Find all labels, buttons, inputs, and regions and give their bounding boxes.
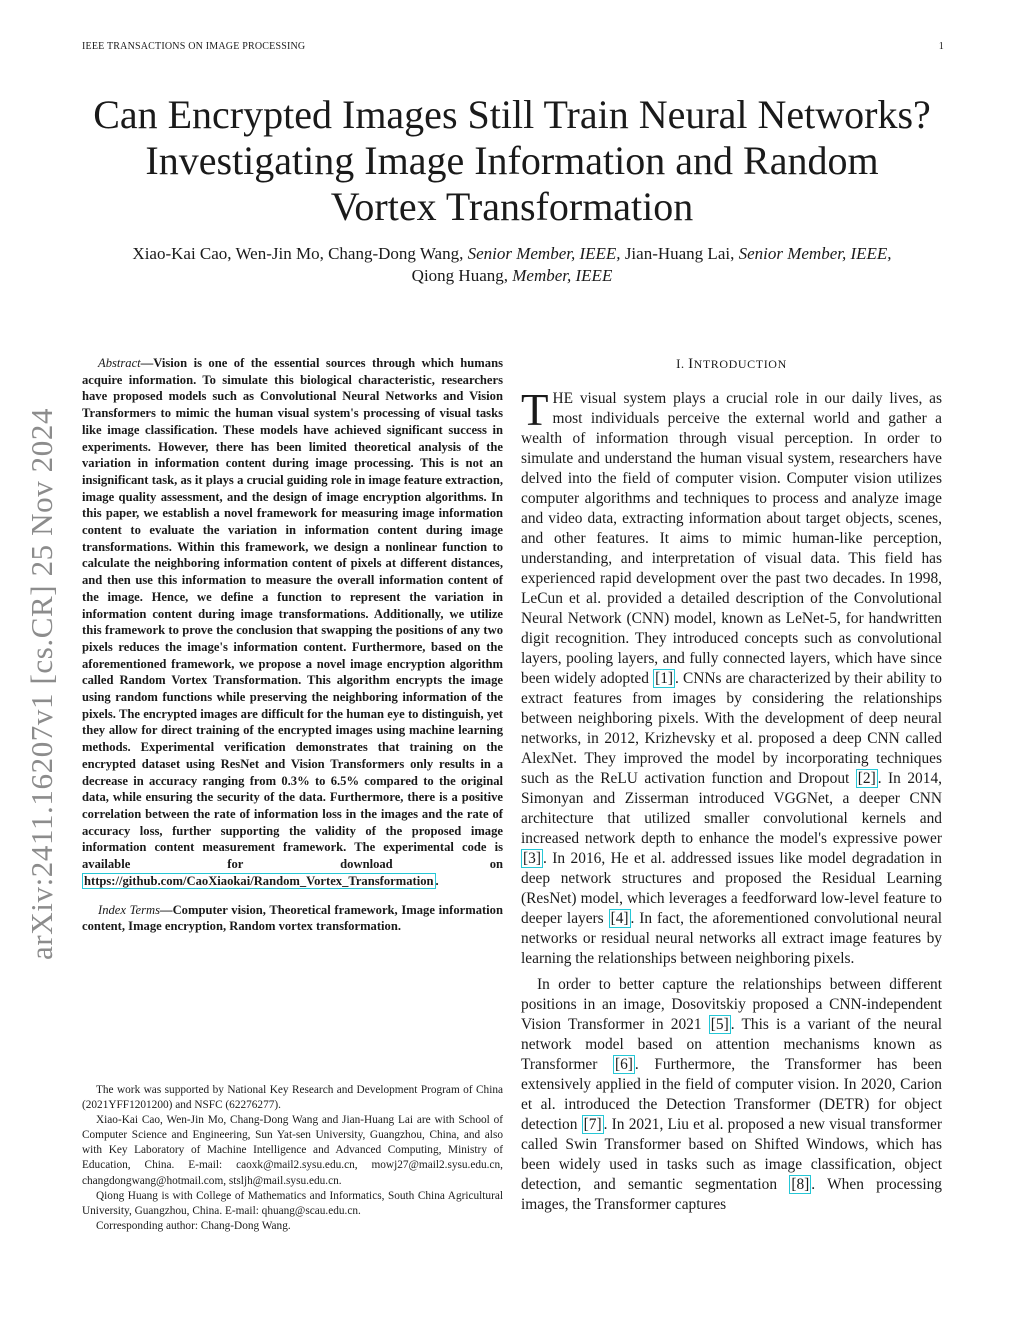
authors-text: Xiao-Kai Cao, Wen-Jin Mo, Chang-Dong Wang,	[132, 244, 468, 263]
title-line-2: Investigating Image Information and Random	[145, 138, 879, 183]
section-title-rest: NTRODUCTION	[693, 357, 787, 371]
footnote-affiliation-2: Qiong Huang is with College of Mathematics and Informatics, South China Agricultural University, Guangzhou, China. E-mail: qhuang@scau.edu.cn.	[82, 1189, 503, 1217]
index-terms-label	[98, 903, 173, 917]
section-numeral: I.	[676, 356, 689, 371]
author-membership: Senior Member, IEEE,	[467, 244, 621, 263]
footnote-funding: The work was supported by National Key Research and Development Program of China (2021YFF1201200) and NSFC (62276277).	[82, 1084, 503, 1112]
citation-link[interactable]: [4]	[610, 910, 629, 927]
citation-link[interactable]: [7]	[583, 1116, 602, 1133]
abstract-end: .	[435, 873, 439, 888]
left-column	[82, 355, 503, 935]
abstract	[82, 355, 503, 890]
running-head	[82, 41, 944, 57]
paragraph-text: HE visual system plays a crucial role in our daily lives, as most individuals perceive the external world and gather a wealth of information through visual perception. In order to simulate and understand the human visual system, researchers have delved into the field of computer vision. Computer vision utilizes computer algorithms and techniques to process and analyze image and video data, extracting information about target objects, scenes, and other features. It aims to mimic human-like perception, understanding, and interpretation of visual data. This field has experienced rapid development over the past two decades. In 1998, LeCun et al. provided a detailed description of the Convolutional Neural Network (CNN) model, known as LeNet-5, for handwritten digit recognition. They introduced concepts such as convolutional layers, pooling layers, and fully connected layers, which have since been widely adopted	[521, 390, 942, 687]
paragraph-text: . This is a variant of the neural network model based on attention mechanisms known as Transformer	[521, 1016, 942, 1073]
citation-link[interactable]: [6]	[614, 1056, 633, 1073]
paragraph-text: . When processing images, the Transformer captures	[521, 1176, 942, 1213]
intro-paragraph-1	[521, 385, 943, 969]
arxiv-identifier: arXiv:2411.16207v1 [cs.CR] 25 Nov 2024	[24, 407, 59, 960]
abstract-dash: —	[140, 356, 154, 370]
author-line-1	[62, 243, 962, 265]
index-terms-label-text: Index Terms	[98, 902, 160, 917]
citation-link[interactable]: [3]	[523, 850, 541, 867]
index-terms	[82, 902, 503, 935]
author-membership: Senior Member, IEEE,	[738, 244, 892, 263]
paragraph-text: In order to better capture the relationships between different positions in an image, Dosovitskiy proposed a CNN-independent Vision Transformer in 2021	[521, 976, 942, 1033]
title-line-1: Can Encrypted Images Still Train Neural Networks?	[93, 92, 931, 137]
index-terms-body: Computer vision, Theoretical framework, Image information content, Image encryption, Random vortex transformation.	[82, 902, 503, 934]
right-column	[521, 355, 942, 1215]
footnote-affiliation-1: Xiao-Kai Cao, Wen-Jin Mo, Chang-Dong Wang and Jian-Huang Lai are with School of Computer Science and Engineering, Sun Yat-sen University, Guangzhou, China, and also with Key Laboratory of Machine Intelligence and Advanced Computing, Ministry of Education, China. E-mail: caoxk@mail2.sysu.edu.cn, mowj27@mail2.sysu.edu.cn, changdongwang@hotmail.com, stsljh@mail.sysu.edu.cn.	[82, 1114, 503, 1187]
paragraph-text: . In 2021, Liu et al. proposed a new visual transformer called Swin Transformer based on Shifted Windows, which has been widely used in tasks such as image classification, object detection, and semantic segmentation	[521, 1116, 942, 1193]
author-list	[62, 243, 962, 287]
paper-title	[62, 92, 962, 230]
paragraph-text: . Furthermore, the Transformer has been extensively applied in the field of computer vision. In 2020, Carion et al. introduced the Detection Transformer (DETR) for object detection	[521, 1056, 942, 1133]
title-line-3: Vortex Transformation	[330, 184, 694, 229]
code-link[interactable]: https://github.com/CaoXiaokai/Random_Vortex_Transformation	[84, 873, 434, 888]
citation-link[interactable]: [5]	[710, 1016, 729, 1033]
paragraph-text: . In 2016, He et al. addressed issues like model degradation in deep network structures and proposed the Residual Learning (ResNet) model, which leverages a feedforward low-level feature to deeper layers	[521, 850, 942, 927]
intro-paragraph-2	[521, 975, 942, 1215]
paragraph-text: . In 2014, Simonyan and Zisserman introduced VGGNet, a deeper CNN architecture that utilized smaller convolutional kernels and increased network depth to enhance the model's expressive power	[521, 770, 942, 847]
journal-name: IEEE TRANSACTIONS ON IMAGE PROCESSING	[82, 41, 306, 52]
author-line-2	[62, 265, 962, 287]
section-title-initial: I	[688, 356, 694, 372]
section-heading-introduction	[521, 355, 942, 389]
paragraph-text: . In fact, the aforementioned convolutional neural networks or residual neural networks all extract image features by learning the relationships between neighboring pixels.	[521, 910, 943, 967]
footnotes	[82, 1083, 503, 1234]
authors-text: Jian-Huang Lai,	[620, 244, 739, 263]
abstract-body: Vision is one of the essential sources through which humans acquire information. To simulate this biological characteristic, researchers have proposed models such as Convolutional Neural Networks and Vision Transformers to mimic the human visual system's processing of visual tasks like image classification. These models have achieved significant success in experiments. However, there has been limited theoretical analysis of the variation in information content during image processing. This is not an insignificant task, as it plays a crucial guiding role in image feature extraction, image quality assessment, and the design of image encryption algorithms. In this paper, we establish a novel framework for measuring image information content to evaluate the variation in information content during image transformations. Within this framework, we design a nonlinear function to calculate the neighboring information content of pixels at different distances, and then use this information to measure the overall information content of the image. Hence, we define a function to represent the variation in information content during image transformations. Additionally, we utilize this framework to prove the conclusion that swapping the positions of any two pixels reduces the image's information content. Furthermore, based on the aforementioned framework, we propose a novel image encryption algorithm called Random Vortex Transformation. This algorithm encrypts the image using random functions while preserving the neighboring information of the pixels. The encrypted images are difficult for the human eye to distinguish, yet they allow for direct training of the encrypted images using machine learning methods. Experimental verification demonstrates that training on the encrypted dataset using ResNet and Vision Transformers only results in a decrease in accuracy ranging from 0.3% to 6.5% compared to the original data, while ensuring the security of the data. Furthermore, there is a positive correlation between the rate of information loss in the images and the rate of accuracy loss, further supporting the validity of the proposed image information content measurement framework. The experimental code is available for download on	[82, 356, 503, 872]
citation-link[interactable]: [8]	[791, 1176, 810, 1193]
author-membership: Member, IEEE	[512, 266, 613, 285]
citation-link[interactable]: [1]	[655, 670, 674, 687]
page-number: 1	[938, 41, 944, 52]
abstract-label	[98, 356, 153, 370]
drop-cap: T	[521, 385, 549, 435]
paragraph-text: . CNNs are characterized by their ability to extract features from images by considering the relationships between neighboring pixels. With the development of deep neural networks, in 2012, Krizhevsky et al. proposed a deep CNN called AlexNet. They improved the model by incorporating techniques such as the ReLU activation function and Dropout	[521, 670, 942, 787]
authors-text: Qiong Huang,	[411, 266, 513, 285]
footnote-corresponding: Corresponding author: Chang-Dong Wang.	[96, 1219, 291, 1232]
index-terms-dash: —	[159, 902, 173, 917]
citation-link[interactable]: [2]	[857, 770, 876, 787]
abstract-label-text: Abstract	[98, 356, 141, 370]
